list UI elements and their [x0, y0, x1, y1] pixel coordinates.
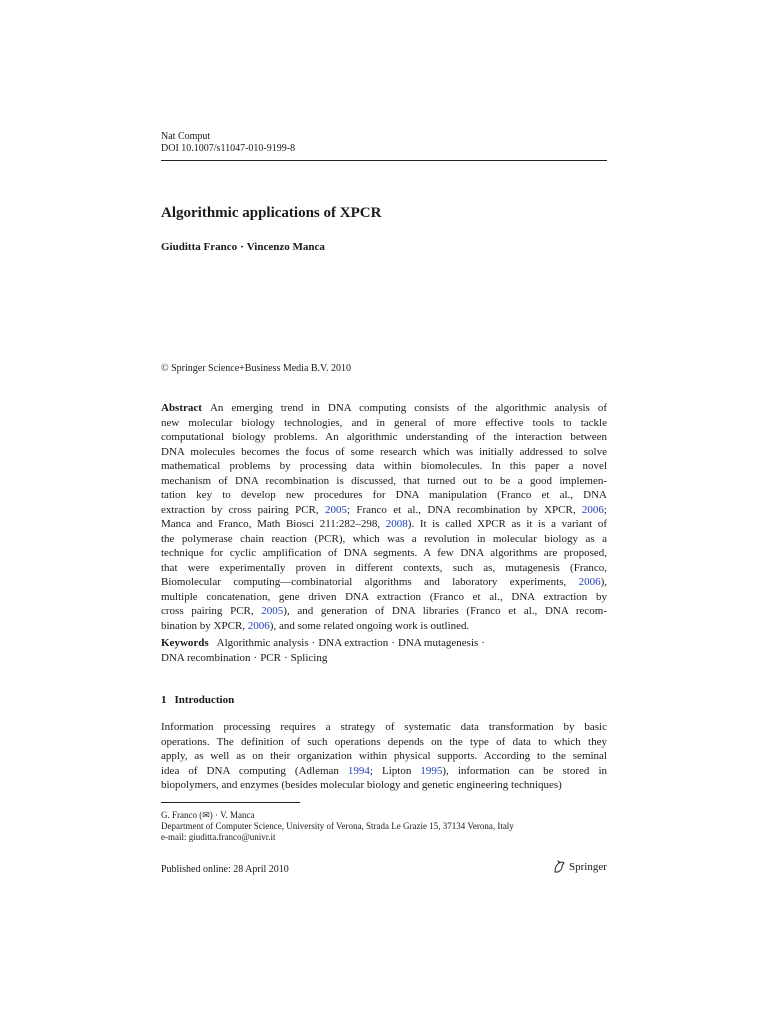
citation-link[interactable]: 2006: [578, 576, 601, 588]
intro-line: [161, 749, 607, 764]
abstract: [161, 401, 607, 633]
article-title: Algorithmic applications of XPCR: [161, 205, 382, 221]
abstract-line: [161, 503, 607, 518]
text-run: that were experimentally proven in different contexts, such as, mutagenesis (Franco,: [161, 561, 607, 574]
text-run: ; Lipton: [369, 764, 421, 777]
abstract-line: [161, 474, 607, 489]
text-run: DNA molecules becomes the focus of some research which was initially addressed to solve: [161, 445, 607, 458]
keywords-label: Keywords: [161, 637, 209, 649]
text-run: cross pairing PCR,: [161, 605, 262, 617]
text-run: the polymerase chain reaction (PCR), which was a revolution in molecular biology as a: [161, 532, 607, 545]
text-run: ), and some related ongoing work is outlined.: [269, 619, 470, 632]
citation-link[interactable]: 2008: [385, 518, 408, 530]
text-run: Manca and Franco, Math Biosci 211:282–298,: [161, 518, 386, 530]
text-run: mechanism of DNA recombination is discussed, that turned out to be a good implemen-: [161, 474, 607, 487]
text-run: multiple concatenation, gene driven DNA extraction (Franco et al., DNA extraction by: [161, 590, 607, 603]
text-run: idea of DNA computing (Adleman: [161, 764, 348, 777]
text-run: Information processing requires a strategy of systematic data transformation by basic: [161, 721, 607, 733]
text-run: ),: [600, 576, 607, 588]
text-run: technique for cyclic amplification of DNA segments. A few DNA algorithms are proposed,: [161, 547, 607, 559]
keyword: DNA recombination: [161, 652, 251, 664]
journal-name: Nat Comput: [161, 131, 211, 142]
text-run: biopolymers, and enzymes (besides molecular biology and genetic engineering techniques): [161, 779, 562, 791]
abstract-line: [161, 546, 607, 561]
keyword-separator: ·: [481, 637, 485, 649]
author-1: Giuditta Franco: [161, 241, 238, 253]
text-run: mathematical problems by processing data within biomolecules. In this paper a novel: [161, 460, 607, 472]
abstract-line: [161, 619, 607, 634]
citation-link[interactable]: 2005: [261, 605, 284, 617]
text-run: ), information can be stored in: [442, 764, 607, 777]
text-run: ;: [603, 503, 607, 516]
citation-link[interactable]: 2005: [324, 503, 347, 516]
author-2: Vincenzo Manca: [246, 241, 325, 253]
keyword: DNA extraction: [318, 637, 389, 649]
text-run: extraction by cross pairing PCR,: [161, 503, 325, 516]
text-run: new molecular biology technologies, and in general of more effective tools to tackle: [161, 416, 607, 429]
keyword-separator: ·: [391, 637, 395, 649]
text-run: apply, as well as on their organization within physical supports. According to the seminal: [161, 750, 607, 762]
intro-line: [161, 778, 607, 793]
section-title: Introduction: [174, 694, 235, 706]
abstract-line: [161, 416, 607, 431]
abstract-line: [161, 575, 607, 590]
text-run: Biomolecular computing—combinatorial algorithms and laboratory experiments,: [161, 576, 579, 588]
intro-line: [161, 764, 607, 779]
citation-link[interactable]: 2006: [247, 619, 270, 632]
keyword-separator: ·: [253, 652, 258, 664]
header-rule: [161, 160, 607, 161]
citation-link[interactable]: 2006: [581, 503, 604, 516]
keyword: DNA mutagenesis: [397, 637, 479, 649]
section-heading: [161, 693, 607, 707]
text-run: ; Franco et al., DNA recombination by XPCR,: [346, 503, 582, 516]
keywords-line: [161, 651, 607, 666]
abstract-line: [161, 532, 607, 547]
author-list: [161, 240, 607, 254]
intro-line: [161, 735, 607, 750]
citation-link[interactable]: 1995: [420, 764, 443, 777]
keywords-line: [161, 636, 607, 651]
springer-wordmark: Springer: [569, 861, 607, 873]
intro-line: [161, 720, 607, 735]
abstract-label: Abstract: [161, 402, 202, 414]
copyright-notice: © Springer Science+Business Media B.V. 2010: [161, 363, 351, 374]
published-date: Published online: 28 April 2010: [161, 864, 289, 875]
text-run: ). It is called XPCR as it is a variant of: [407, 518, 607, 530]
text-run: computational biology problems. An algorithmic understanding of the interaction between: [161, 431, 607, 443]
abstract-line: [161, 561, 607, 576]
springer-logo: [552, 860, 607, 874]
abstract-line: [161, 430, 607, 445]
keyword-separator: ·: [283, 652, 288, 664]
author-separator: ·: [240, 241, 244, 253]
keyword: Splicing: [290, 652, 328, 664]
keyword-separator: ·: [311, 637, 316, 649]
abstract-line: [161, 590, 607, 605]
section-number: 1: [161, 694, 167, 706]
introduction-text: [161, 720, 607, 793]
text-run: bination by XPCR,: [161, 619, 248, 632]
footnote-authors: G. Franco (✉) · V. Manca: [161, 810, 255, 820]
springer-horse-icon: [552, 860, 566, 874]
abstract-line: [161, 488, 607, 503]
footnote: [161, 810, 607, 843]
abstract-line: [161, 459, 607, 474]
keyword: Algorithmic analysis: [216, 637, 309, 649]
journal-header: [161, 131, 607, 155]
text-run: operations. The definition of such operations depends on the type of data to which they: [161, 735, 607, 748]
doi: DOI 10.1007/s11047-010-9199-8: [161, 143, 296, 154]
citation-link[interactable]: 1994: [347, 764, 370, 777]
footnote-rule: [161, 802, 300, 803]
keyword: PCR: [260, 652, 281, 664]
footnote-email[interactable]: e-mail: giuditta.franco@univr.it: [161, 832, 276, 842]
text-run: tation key to develop new procedures for DNA manipulation (Franco et al., DNA: [161, 489, 607, 501]
abstract-line: [161, 445, 607, 460]
abstract-line: [161, 401, 607, 416]
abstract-line: [161, 604, 607, 619]
text-run: An emerging trend in DNA computing consists of the algorithmic analysis of: [209, 402, 607, 414]
keywords: [161, 636, 607, 666]
abstract-line: [161, 517, 607, 532]
text-run: ), and generation of DNA libraries (Franco et al., DNA recom-: [283, 605, 607, 617]
footnote-affiliation: Department of Computer Science, University of Verona, Strada Le Grazie 15, 37134 Verona, Italy: [161, 821, 514, 831]
